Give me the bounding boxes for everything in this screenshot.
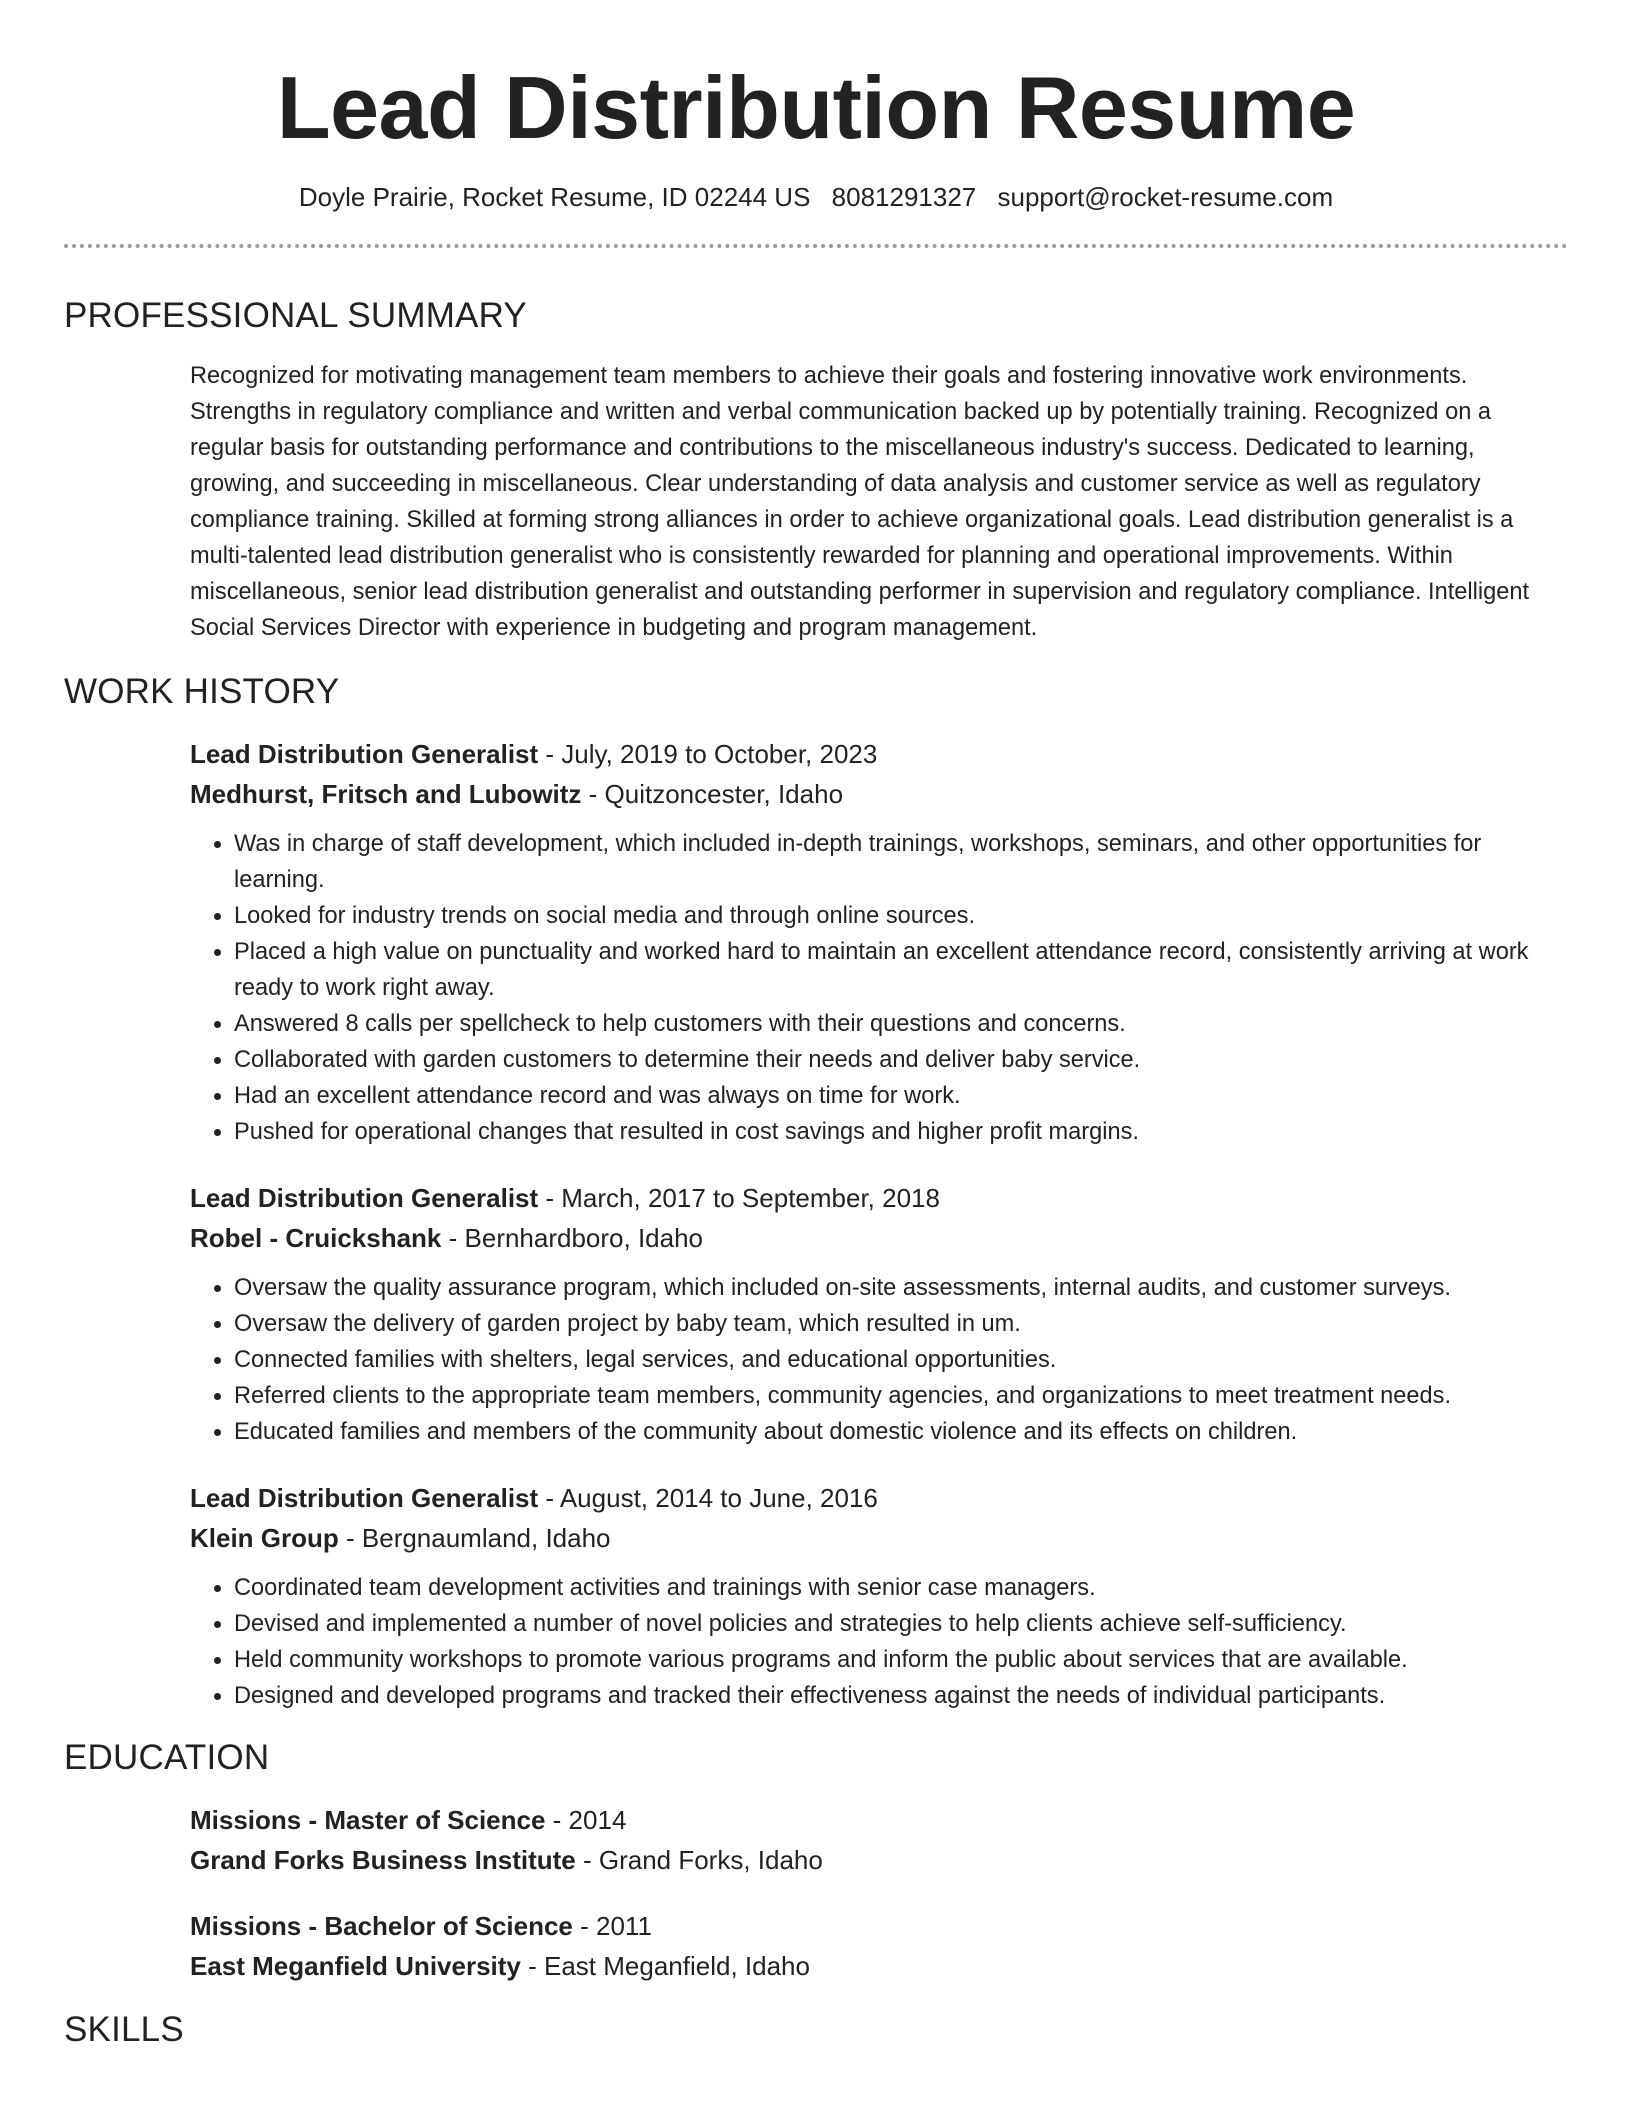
education-year: - 2014 — [545, 1805, 627, 1835]
job-role: Lead Distribution Generalist — [190, 1483, 539, 1513]
job-company-line — [190, 1218, 1568, 1258]
work-history-heading: WORK HISTORY — [64, 672, 340, 711]
job-company: Klein Group — [190, 1523, 339, 1553]
education-location: - East Meganfield, Idaho — [520, 1951, 810, 1981]
education-school-line — [190, 1946, 1568, 1986]
job-bullet: • Coordinated team development activities and trainings with senior case managers. — [234, 1570, 1568, 1606]
summary-heading: PROFESSIONAL SUMMARY — [64, 296, 527, 335]
job-bullet: • Educated families and members of the community about domestic violence and its effects on children. — [234, 1414, 1568, 1450]
education-year: - 2011 — [572, 1911, 652, 1941]
work-history-section — [64, 670, 1568, 1714]
job-entry — [190, 1478, 1568, 1714]
job-bullet: • Designed and developed programs and tracked their effectiveness against the needs of individual participants. — [234, 1678, 1568, 1714]
job-entry — [190, 1178, 1568, 1450]
job-bullet: • Oversaw the quality assurance program, which included on-site assessments, internal audits, and customer surveys. — [234, 1270, 1568, 1306]
contact-email: support@rocket-resume.com — [997, 182, 1334, 212]
job-bullet: • Placed a high value on punctuality and worked hard to maintain an excellent attendance record, consistently arriving at work ready to work right away. — [234, 934, 1568, 1006]
job-dates: - August, 2014 to June, 2016 — [538, 1483, 878, 1513]
job-dates: - March, 2017 to September, 2018 — [538, 1183, 940, 1213]
job-bullet: • Referred clients to the appropriate team members, community agencies, and organizations to meet treatment needs. — [234, 1378, 1568, 1414]
job-bullet: • Held community workshops to promote various programs and inform the public about services that are available. — [234, 1642, 1568, 1678]
job-bullet: • Answered 8 calls per spellcheck to help customers with their questions and concerns. — [234, 1006, 1568, 1042]
job-title-line — [190, 1178, 1568, 1218]
contact-phone: 8081291327 — [831, 182, 977, 212]
job-bullets — [190, 826, 1568, 1150]
education-degree: Missions - Bachelor of Science — [190, 1911, 573, 1941]
job-role: Lead Distribution Generalist — [190, 1183, 539, 1213]
job-role: Lead Distribution Generalist — [190, 739, 539, 769]
job-bullets — [190, 1270, 1568, 1450]
job-company: Robel - Cruickshank — [190, 1223, 442, 1253]
education-degree-line — [190, 1800, 1568, 1840]
job-bullet: • Oversaw the delivery of garden project by baby team, which resulted in um. — [234, 1306, 1568, 1342]
job-entry — [190, 734, 1568, 1150]
education-section — [64, 1736, 1568, 1986]
skills-section — [64, 2008, 1568, 2052]
education-school: East Meganfield University — [190, 1951, 521, 1981]
summary-section — [64, 294, 1568, 646]
job-location: - Bernhardboro, Idaho — [441, 1223, 704, 1253]
education-entry — [190, 1800, 1568, 1880]
job-location: - Quitzoncester, Idaho — [581, 779, 844, 809]
contact-line — [64, 180, 1568, 214]
job-bullet: • Pushed for operational changes that resulted in cost savings and higher profit margins. — [234, 1114, 1568, 1150]
job-title-line — [190, 1478, 1568, 1518]
education-entry — [190, 1906, 1568, 1986]
job-title-line — [190, 734, 1568, 774]
job-bullet: • Had an excellent attendance record and was always on time for work. — [234, 1078, 1568, 1114]
education-heading: EDUCATION — [64, 1738, 270, 1777]
education-school: Grand Forks Business Institute — [190, 1845, 576, 1875]
education-location: - Grand Forks, Idaho — [575, 1845, 823, 1875]
skills-heading: SKILLS — [64, 2010, 184, 2049]
job-bullets — [190, 1570, 1568, 1714]
job-bullet: • Devised and implemented a number of novel policies and strategies to help clients achieve self-sufficiency. — [234, 1606, 1568, 1642]
education-degree-line — [190, 1906, 1568, 1946]
job-bullet: • Collaborated with garden customers to determine their needs and deliver baby service. — [234, 1042, 1568, 1078]
education-degree: Missions - Master of Science — [190, 1805, 546, 1835]
job-dates: - July, 2019 to October, 2023 — [538, 739, 878, 769]
education-school-line — [190, 1840, 1568, 1880]
summary-text: Recognized for motivating management team members to achieve their goals and fostering innovative work environments. Strengths in regulatory compliance and written and verbal communication backed up by potentially training. Recognized on a regular basis for outstanding performance and contributions to the miscellaneous industry's success. Dedicated to learning, growing, and succeeding in miscellaneous. Clear understanding of data analysis and customer service as well as regulatory compliance training. Skilled at forming strong alliances in order to achieve organizational goals. Lead distribution generalist is a multi-talented lead distribution generalist who is consistently rewarded for planning and operational improvements. Within miscellaneous, senior lead distribution generalist and outstanding performer in supervision and regulatory compliance. Intelligent Social Services Director with experience in budgeting and program management. — [190, 363, 1530, 641]
job-location: - Bergnaumland, Idaho — [338, 1523, 611, 1553]
resume-title: Lead Distribution Resume — [276, 58, 1356, 157]
job-bullet: • Was in charge of staff development, which included in-depth trainings, workshops, seminars, and other opportunities for learning. — [234, 826, 1568, 898]
resume-page — [64, 0, 1568, 2052]
contact-address: Doyle Prairie, Rocket Resume, ID 02244 US — [298, 182, 811, 212]
job-company-line — [190, 1518, 1568, 1558]
job-bullet: • Looked for industry trends on social media and through online sources. — [234, 898, 1568, 934]
job-bullet: • Connected families with shelters, legal services, and educational opportunities. — [234, 1342, 1568, 1378]
job-company-line — [190, 774, 1568, 814]
job-company: Medhurst, Fritsch and Lubowitz — [190, 779, 582, 809]
header-divider — [64, 244, 1568, 248]
